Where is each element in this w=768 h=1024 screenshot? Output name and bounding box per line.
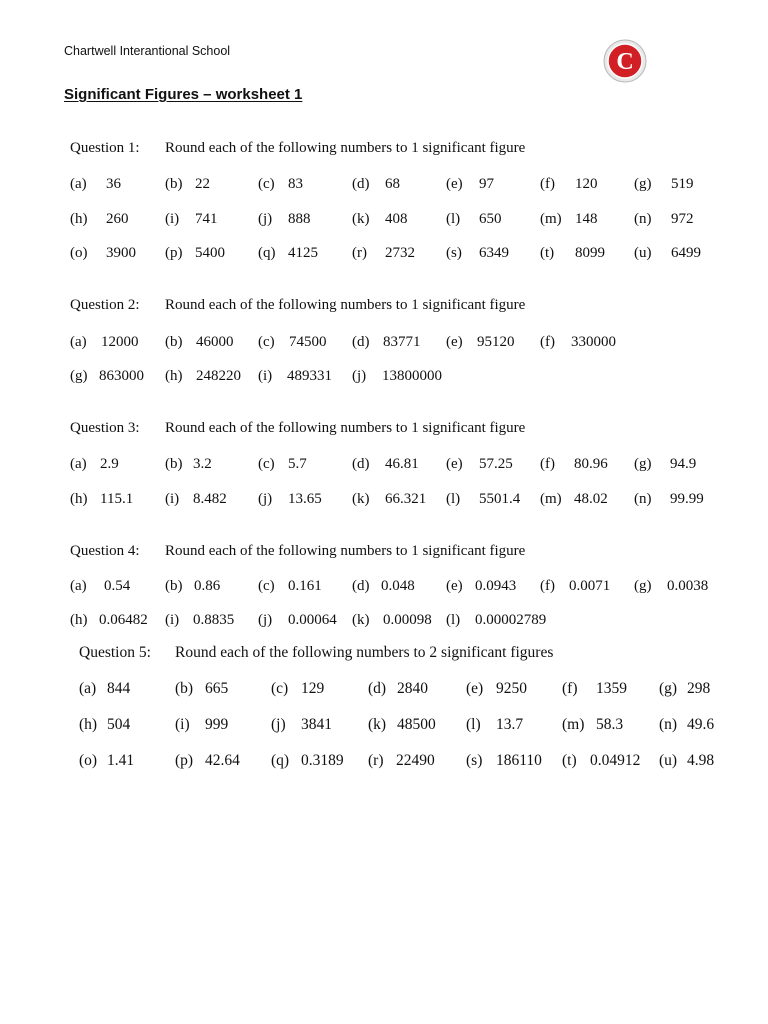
item-number: 36 [106, 176, 121, 192]
item-number: 49.6 [687, 716, 715, 733]
item-number: 519 [671, 176, 694, 192]
item-label: (f) [540, 578, 555, 594]
item-number: 650 [479, 211, 502, 227]
item-number: 4.98 [687, 752, 715, 769]
item-label: (j) [258, 491, 273, 507]
item-number: 46.81 [385, 456, 419, 472]
item-label: (g) [634, 578, 652, 594]
question-instruction: Round each of the following numbers to 1 significant figure [165, 543, 526, 559]
question-row [0, 211, 768, 231]
item-label: (i) [165, 612, 180, 628]
item-label: (p) [165, 245, 183, 261]
item-label: (n) [634, 211, 652, 227]
item-label: (b) [165, 456, 183, 472]
item-label: (j) [271, 716, 286, 733]
item-label: (j) [352, 368, 367, 384]
item-label: (e) [446, 578, 463, 594]
item-label: (f) [540, 176, 555, 192]
question-row [0, 752, 768, 772]
item-number: 489331 [287, 368, 332, 384]
item-label: (d) [352, 578, 370, 594]
item-label: (f) [540, 456, 555, 472]
item-number: 186110 [496, 752, 542, 769]
item-number: 83 [288, 176, 303, 192]
item-label: (n) [634, 491, 652, 507]
item-label: (f) [540, 334, 555, 350]
item-number: 863000 [99, 368, 144, 384]
item-number: 298 [687, 680, 711, 697]
item-number: 120 [575, 176, 598, 192]
item-number: 0.00098 [383, 612, 432, 628]
item-label: (k) [352, 211, 370, 227]
item-label: (o) [70, 245, 88, 261]
question-row [0, 680, 768, 700]
item-number: 148 [575, 211, 598, 227]
item-number: 0.3189 [301, 752, 344, 769]
question-row [0, 456, 768, 476]
item-label: (q) [258, 245, 276, 261]
item-label: (b) [165, 176, 183, 192]
question-number: Question 1: [70, 140, 140, 156]
item-label: (i) [165, 491, 180, 507]
item-label: (k) [352, 612, 370, 628]
item-number: 408 [385, 211, 408, 227]
item-number: 46000 [196, 334, 234, 350]
item-number: 4125 [288, 245, 318, 261]
item-number: 5501.4 [479, 491, 521, 507]
item-number: 0.00002789 [475, 612, 547, 628]
item-label: (c) [271, 680, 289, 697]
question-row [0, 716, 768, 736]
question-row [0, 176, 768, 196]
question-row [0, 578, 768, 598]
item-number: 13.65 [288, 491, 322, 507]
item-label: (g) [659, 680, 678, 697]
item-number: 95120 [477, 334, 515, 350]
item-number: 80.96 [574, 456, 608, 472]
school-logo [603, 39, 647, 83]
item-number: 6349 [479, 245, 509, 261]
item-number: 58.3 [596, 716, 624, 733]
item-number: 6499 [671, 245, 701, 261]
item-label: (b) [165, 334, 183, 350]
item-label: (n) [659, 716, 678, 733]
item-number: 0.04912 [590, 752, 641, 769]
item-number: 5400 [195, 245, 225, 261]
item-number: 83771 [383, 334, 421, 350]
item-number: 330000 [571, 334, 616, 350]
item-number: 68 [385, 176, 400, 192]
logo-letter: C [616, 49, 634, 75]
question-instruction: Round each of the following numbers to 1 significant figure [165, 140, 526, 156]
item-number: 1.41 [107, 752, 135, 769]
item-label: (c) [258, 176, 275, 192]
item-label: (c) [258, 334, 275, 350]
question-row [0, 368, 768, 388]
item-label: (l) [466, 716, 481, 733]
item-label: (a) [70, 578, 87, 594]
item-number: 5.7 [288, 456, 307, 472]
item-number: 0.0071 [569, 578, 611, 594]
item-label: (o) [79, 752, 98, 769]
item-number: 115.1 [100, 491, 134, 507]
item-number: 844 [107, 680, 131, 697]
item-number: 2732 [385, 245, 415, 261]
question-row [0, 245, 768, 265]
item-number: 8.482 [193, 491, 227, 507]
item-number: 57.25 [479, 456, 513, 472]
worksheet-title: Significant Figures – worksheet 1 [64, 86, 303, 103]
item-number: 0.0943 [475, 578, 517, 594]
item-label: (k) [368, 716, 387, 733]
item-label: (p) [175, 752, 194, 769]
item-label: (l) [446, 491, 461, 507]
item-number: 741 [195, 211, 218, 227]
item-label: (r) [368, 752, 384, 769]
item-label: (u) [634, 245, 652, 261]
item-number: 22 [195, 176, 210, 192]
question-number: Question 3: [70, 420, 140, 436]
question-number: Question 2: [70, 297, 140, 313]
item-label: (s) [466, 752, 483, 769]
item-number: 0.06482 [99, 612, 148, 628]
item-number: 248220 [196, 368, 241, 384]
item-label: (c) [258, 578, 275, 594]
item-number: 22490 [396, 752, 435, 769]
item-label: (l) [446, 612, 461, 628]
item-number: 9250 [496, 680, 527, 697]
question-number: Question 4: [70, 543, 140, 559]
item-number: 504 [107, 716, 131, 733]
item-number: 0.86 [194, 578, 221, 594]
item-label: (d) [368, 680, 387, 697]
item-label: (d) [352, 334, 370, 350]
item-number: 0.161 [288, 578, 322, 594]
item-number: 260 [106, 211, 129, 227]
item-label: (b) [165, 578, 183, 594]
item-label: (i) [258, 368, 273, 384]
item-label: (a) [70, 176, 87, 192]
item-label: (h) [70, 612, 88, 628]
item-label: (e) [446, 456, 463, 472]
item-label: (m) [540, 491, 562, 507]
item-number: 66.321 [385, 491, 427, 507]
item-label: (e) [446, 334, 463, 350]
item-number: 42.64 [205, 752, 240, 769]
item-label: (h) [70, 491, 88, 507]
item-number: 999 [205, 716, 229, 733]
item-label: (t) [562, 752, 577, 769]
item-number: 2840 [397, 680, 428, 697]
item-number: 3.2 [193, 456, 212, 472]
item-label: (q) [271, 752, 290, 769]
item-label: (j) [258, 612, 273, 628]
item-label: (e) [466, 680, 484, 697]
item-label: (a) [79, 680, 97, 697]
item-label: (h) [79, 716, 98, 733]
question-instruction: Round each of the following numbers to 2 significant figures [175, 644, 554, 661]
item-number: 0.048 [381, 578, 415, 594]
item-number: 3900 [106, 245, 136, 261]
item-number: 74500 [289, 334, 327, 350]
question-row [0, 334, 768, 354]
item-label: (a) [70, 334, 87, 350]
question-row [0, 612, 768, 632]
item-number: 97 [479, 176, 494, 192]
item-label: (t) [540, 245, 555, 261]
school-name: Chartwell Interantional School [64, 44, 231, 58]
item-number: 0.00064 [288, 612, 337, 628]
item-label: (i) [165, 211, 180, 227]
item-number: 13800000 [382, 368, 442, 384]
item-label: (g) [634, 456, 652, 472]
item-label: (e) [446, 176, 463, 192]
item-label: (g) [70, 368, 88, 384]
item-number: 888 [288, 211, 311, 227]
item-label: (r) [352, 245, 367, 261]
item-label: (h) [70, 211, 88, 227]
question-number: Question 5: [79, 644, 151, 661]
item-label: (m) [562, 716, 585, 733]
item-label: (d) [352, 176, 370, 192]
item-number: 13.7 [496, 716, 524, 733]
item-number: 8099 [575, 245, 605, 261]
item-label: (h) [165, 368, 183, 384]
item-number: 48.02 [574, 491, 608, 507]
item-number: 0.54 [104, 578, 131, 594]
item-number: 972 [671, 211, 694, 227]
item-label: (m) [540, 211, 562, 227]
item-label: (i) [175, 716, 190, 733]
item-number: 99.99 [670, 491, 704, 507]
item-label: (a) [70, 456, 87, 472]
item-label: (c) [258, 456, 275, 472]
question-row [0, 491, 768, 511]
item-number: 0.8835 [193, 612, 235, 628]
question-instruction: Round each of the following numbers to 1 significant figure [165, 297, 526, 313]
item-number: 48500 [397, 716, 436, 733]
item-label: (k) [352, 491, 370, 507]
item-number: 2.9 [100, 456, 119, 472]
item-number: 94.9 [670, 456, 697, 472]
item-label: (d) [352, 456, 370, 472]
item-number: 12000 [101, 334, 139, 350]
item-number: 1359 [596, 680, 627, 697]
item-label: (f) [562, 680, 578, 697]
item-label: (j) [258, 211, 273, 227]
item-label: (g) [634, 176, 652, 192]
item-number: 665 [205, 680, 229, 697]
item-label: (u) [659, 752, 678, 769]
item-label: (s) [446, 245, 462, 261]
item-number: 3841 [301, 716, 332, 733]
question-instruction: Round each of the following numbers to 1 significant figure [165, 420, 526, 436]
item-label: (l) [446, 211, 461, 227]
item-label: (b) [175, 680, 194, 697]
item-number: 0.0038 [667, 578, 709, 594]
item-number: 129 [301, 680, 325, 697]
